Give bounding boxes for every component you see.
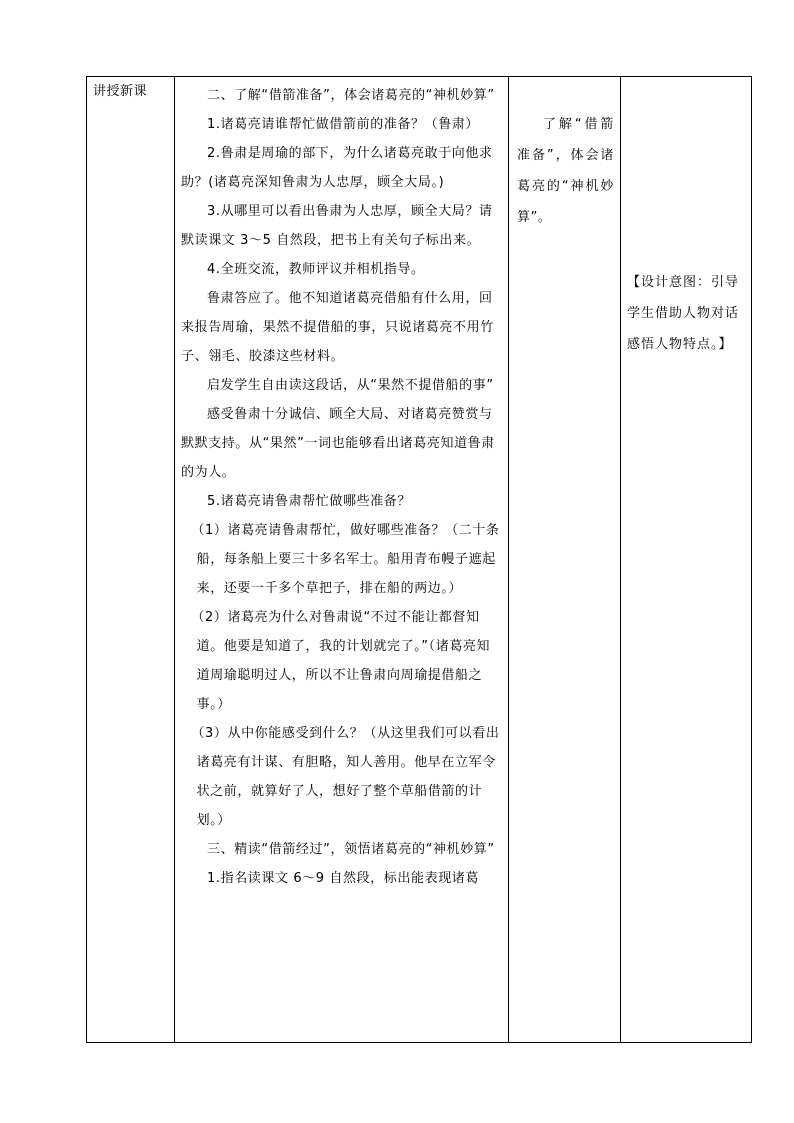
stage-label: 讲授新课 [93,84,148,99]
question-4: 4.全班交流，教师评议并相机指导。 [207,262,425,277]
aim-text: 了解“借箭准备”，体会诸葛亮的“神机妙算”。 [517,117,614,225]
guidance-note: 启发学生自由读这段话，从“果然不提借船的事” [207,378,494,393]
section-heading-3: 三、精读“借箭经过”，领悟诸葛亮的“神机妙算” [207,842,495,857]
guidance-summary: 感受鲁肃十分诚信、顾全大局、对诸葛亮赞赏与默默支持。从“果然”一词也能够看出诸葛亮知道鲁肃的为人。 [181,407,495,480]
closing-step-1: 1.指名读课文 6～9 自然段，标出能表现诸葛 [207,871,480,886]
question-1: 1.诸葛亮请谁帮忙做借箭前的准备？（鲁肃） [207,117,480,132]
design-intent-cell [621,77,752,1043]
question-5: 5.诸葛亮请鲁肃帮忙做哪些准备？ [207,494,412,509]
sub-question-1: （1）诸葛亮请鲁肃帮忙，做好哪些准备？（二十条船，每条船上要三十多名军士。船用青布幔子遮起来，还要一千多个草把子，排在船的两边。） [191,523,500,596]
design-intent-text: 【设计意图：引导学生借助人物对话感悟人物特点。】 [627,275,740,352]
question-2: 2.鲁肃是周瑜的部下，为什么诸葛亮敢于向他求助？(诸葛亮深知鲁肃为人忠厚，顾全大局。) [181,146,493,190]
lesson-plan-table [86,76,752,1043]
teaching-process-cell [175,77,509,1043]
text-excerpt: 鲁肃答应了。他不知道诸葛亮借船有什么用，回来报告周瑜，果然不提借船的事，只说诸葛亮不用竹子、翎毛、胶漆这些材料。 [181,291,494,364]
stage-cell [87,77,175,1043]
question-3: 3.从哪里可以看出鲁肃为人忠厚，顾全大局？请默读课文 3～5 自然段，把书上有关句子标出来。 [181,204,493,248]
section-heading: 二、了解“借箭准备”，体会诸葛亮的“神机妙算” [207,88,495,103]
sub-question-2: （2）诸葛亮为什么对鲁肃说“不过不能让都督知道。他要是知道了，我的计划就完了。”（诸葛亮知道周瑜聪明过人，所以不让鲁肃向周瑜提借船之事。） [191,610,491,712]
table-row [87,77,752,1043]
sub-question-3: （3）从中你能感受到什么？（从这里我们可以看出诸葛亮有计谋、有胆略，知人善用。他早在立军令状之前，就算好了人，想好了整个草船借箭的计划。） [191,726,500,828]
aim-cell [509,77,621,1043]
